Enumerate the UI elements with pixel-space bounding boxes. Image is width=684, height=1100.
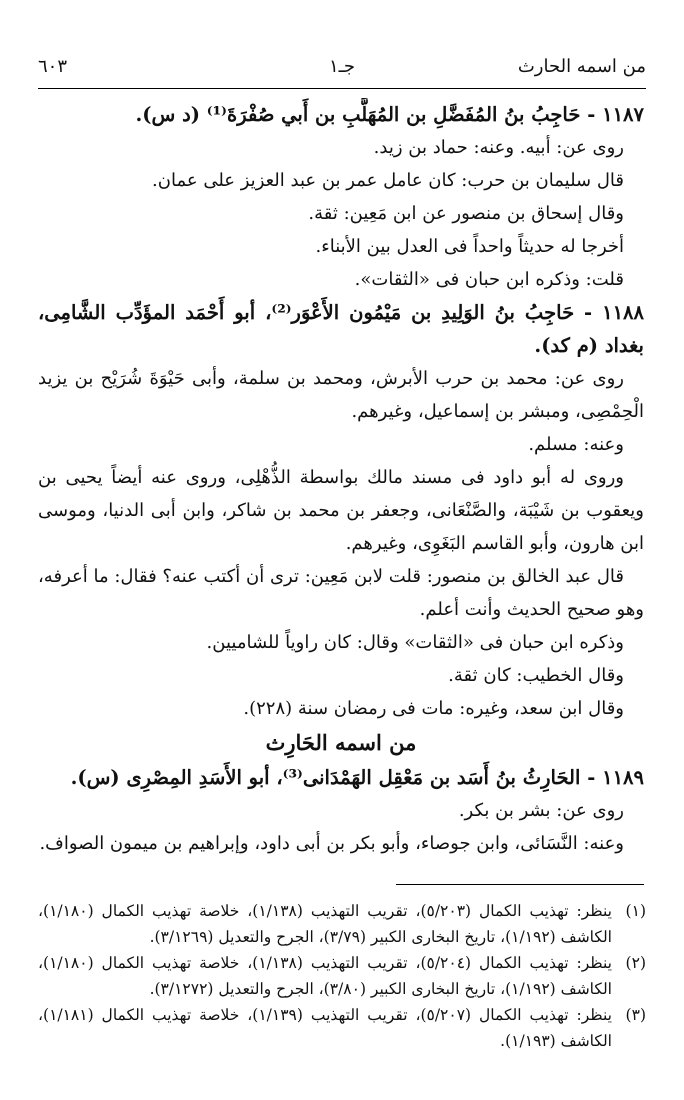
- text-line: وقال إسحاق بن منصور عن ابن مَعِين: ثقة.: [308, 203, 624, 224]
- text-line: وروى له أبو داود فى مسند مالك بواسطة الذُّهْلِى، وروى عنه أيضاً يحيى بن: [38, 467, 624, 488]
- footnote-line: ينظر: تهذيب الكمال (٥/٢٠٣)، تقريب التهذيب (١/١٣٨)، خلاصة تهذيب الكمال (١/١٨٠)،: [38, 902, 612, 920]
- footnote-number: (٣): [625, 1006, 646, 1024]
- footnote-line: ينظر: تهذيب الكمال (٥/٢٠٤)، تقريب التهذيب (١/١٣٨)، خلاصة تهذيب الكمال (١/١٨٠)،: [38, 954, 612, 972]
- main-text: [38, 98, 644, 860]
- text-line: قلت: وذكره ابن حبان فى «الثقات».: [354, 269, 624, 290]
- text-line: ويعقوب بن شَيْبَة، والصَّنْعَانى، وجعفر بن محمد بن شاكر، وابن أبى الدنيا، وموسى: [38, 500, 644, 521]
- footnote-line: الكاشف (١/١٩٢)، تاريخ البخارى الكبير (٣/٧٩)، الجرح والتعديل (٣/١٢٦٩).: [149, 928, 612, 946]
- text-line: روى عن: أبيه. وعنه: حماد بن زيد.: [373, 137, 624, 158]
- section-heading: من اسمه الحَارِث: [265, 730, 417, 755]
- running-title: من اسمه الحارث: [517, 56, 646, 77]
- page-header: [38, 56, 646, 86]
- text-line: وقال الخطيب: كان ثقة.: [448, 665, 624, 686]
- page-number: ٦٠٣: [38, 56, 68, 77]
- footnote-line: ينظر: تهذيب الكمال (٥/٢٠٧)، تقريب التهذيب (١/١٣٩)، خلاصة تهذيب الكمال (١/١٨١)،: [38, 1006, 612, 1024]
- volume-number: جـ١: [328, 56, 356, 77]
- text-line: وقال ابن سعد، وغيره: مات فى رمضان سنة (٢٢٨).: [243, 698, 624, 719]
- footnote: [38, 898, 646, 950]
- footnote-line: الكاشف (١/١٩٣).: [500, 1032, 612, 1050]
- text-line: وذكره ابن حبان فى «الثقات» وقال: كان راوياً للشاميين.: [206, 632, 624, 653]
- text-line: روى عن: بشر بن بكر.: [458, 800, 624, 821]
- footnotes: [38, 898, 646, 1054]
- text-line: قال سليمان بن حرب: كان عامل عمر بن عبد العزيز على عمان.: [152, 170, 624, 191]
- footnote-rule: [396, 884, 644, 885]
- text-line: الْحِمْصِى، ومبشر بن إسماعيل، وغيرهم.: [351, 401, 644, 422]
- text-line: أخرجا له حديثاً واحداً فى العدل بين الأبناء.: [315, 236, 624, 257]
- text-line: وعنه: مسلم.: [528, 434, 624, 455]
- footnote: [38, 1002, 646, 1054]
- footnote: [38, 950, 646, 1002]
- entry-1189-heading: ١١٨٩ - الحَارِثُ بنُ أَسَد بن مَعْقِل الهَمْدَانى⁽³⁾، أبو الأَسَدِ المِصْرِى (س).: [70, 766, 644, 789]
- text-line: قال عبد الخالق بن منصور: قلت لابن مَعِين: ترى أن أكتب عنه؟ فقال: ما أعرفه،: [38, 566, 624, 587]
- entry-1188-heading: ١١٨٨ - حَاجِبُ بنُ الوَلِيدِ بن مَيْمُون الأَعْوَر⁽²⁾، أبو أَحْمَد المؤَدِّب الشَّامِى،: [38, 301, 644, 324]
- footnote-number: (١): [625, 902, 646, 920]
- footnote-line: الكاشف (١/١٩٢)، تاريخ البخارى الكبير (٣/٨٠)، الجرح والتعديل (٣/١٢٧٢).: [149, 980, 612, 998]
- footnote-number: (٢): [625, 954, 646, 972]
- text-line: وهو صحيح الحديث وأنت أعلم.: [419, 599, 644, 620]
- text-line: روى عن: محمد بن حرب الأبرش، ومحمد بن سلمة، وأبى حَيْوَةَ شُرَيْح بن يزيد: [38, 368, 624, 389]
- text-line: وعنه: النَّسَائى، وابن جوصاء، وأبو بكر بن أبى داود، وإبراهيم بن ميمون الصواف.: [39, 833, 624, 854]
- header-rule: [38, 88, 646, 89]
- text-line: ابن هارون، وأبو القاسم البَغَوِى، وغيرهم.: [345, 533, 644, 554]
- entry-1188-heading-cont: بغداد (م كد).: [534, 334, 644, 357]
- entry-1187-heading: ١١٨٧ - حَاجِبُ بنُ المُفَضَّلِ بن المُهَلَّبِ بن أَبي صُفْرَةَ⁽¹⁾ (د س).: [135, 103, 644, 126]
